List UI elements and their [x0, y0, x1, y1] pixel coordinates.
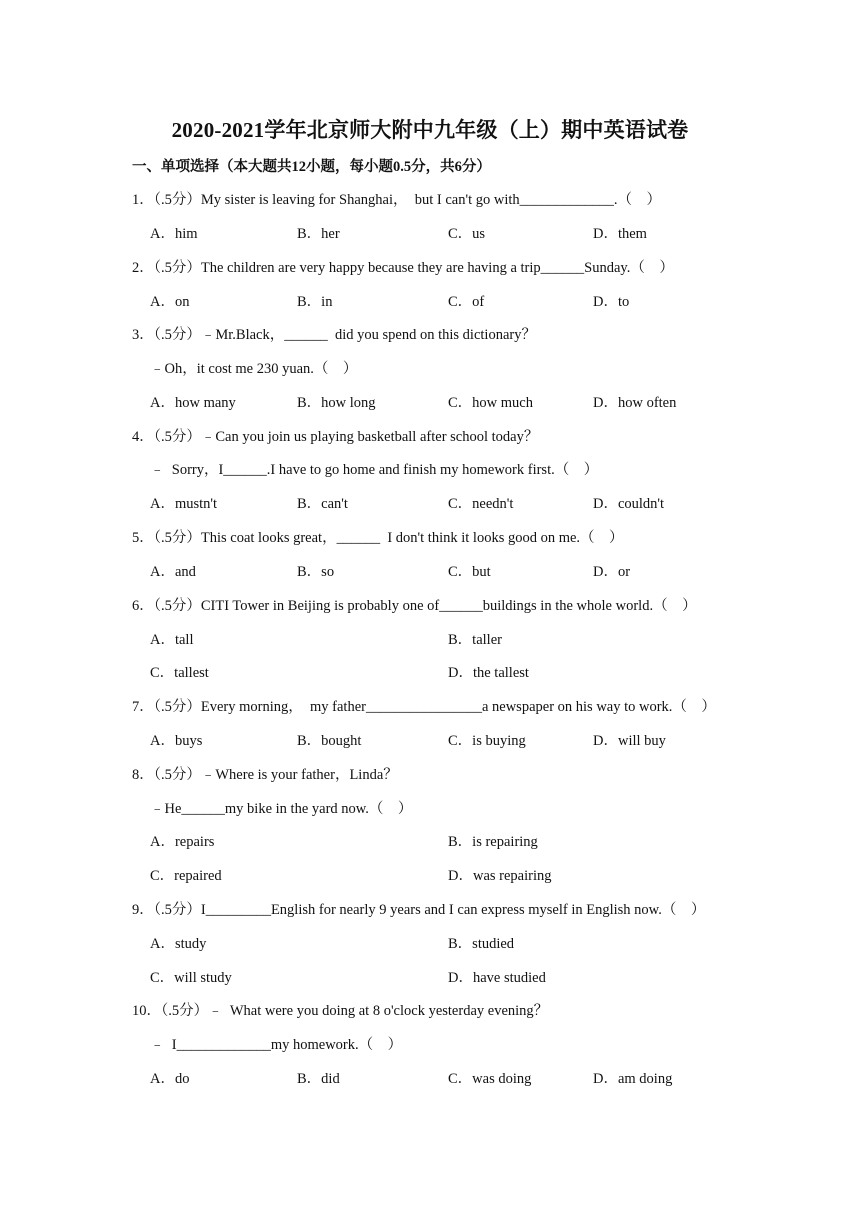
question-3-option-d: D．how often	[593, 395, 677, 411]
page-title: 2020-2021学年北京师大附中九年级（上）期中英语试卷	[171, 118, 689, 142]
question-4-stem: 4．（.5分）﹣Can you join us playing basketball after school today？	[132, 429, 539, 445]
question-10-option-d: D．am doing	[593, 1071, 673, 1087]
question-4-option-d: D．couldn't	[593, 496, 665, 512]
question-8-reply: ﹣He______my bike in the yard now.（ ）	[150, 801, 413, 817]
question-1-option-a: A．him	[150, 226, 198, 242]
section-heading: 一、单项选择（本大题共12小题，每小题0.5分，共6分）	[132, 159, 491, 175]
question-6-option-a: A．tall	[150, 632, 194, 648]
question-6-option-d: D．the tallest	[448, 665, 529, 681]
question-8-option-b: B．is repairing	[448, 834, 538, 850]
question-6-option-c: C．tallest	[150, 665, 209, 681]
question-3-option-c: C．how much	[448, 395, 533, 411]
question-10-option-b: B．did	[297, 1071, 340, 1087]
question-7-stem: 7．（.5分）Every morning， my father________________a newspaper on his way to work.（ ）	[132, 699, 716, 715]
question-2-stem: 2．（.5分）The children are very happy because they are having a trip______Sunday.（ ）	[132, 260, 674, 276]
question-9-stem: 9．（.5分）I_________English for nearly 9 years and I can express myself in English now.（ ）	[132, 902, 706, 918]
question-7-option-c: C．is buying	[448, 733, 526, 749]
question-1-option-d: D．them	[593, 226, 647, 242]
question-2-option-c: C．of	[448, 294, 485, 310]
question-9-option-c: C．will study	[150, 970, 232, 986]
question-2-option-a: A．on	[150, 294, 190, 310]
question-10-option-c: C．was doing	[448, 1071, 532, 1087]
question-8-option-a: A．repairs	[150, 834, 215, 850]
question-9-option-d: D．have studied	[448, 970, 546, 986]
question-9-option-a: A．study	[150, 936, 207, 952]
question-4-option-a: A．mustn't	[150, 496, 218, 512]
question-10-stem: 10．（.5分）﹣ What were you doing at 8 o'clock yesterday evening？	[132, 1003, 549, 1019]
question-1-option-c: C．us	[448, 226, 486, 242]
question-6-stem: 6．（.5分）CITI Tower in Beijing is probably one of______buildings in the whole world.（ ）	[132, 598, 697, 614]
question-4-option-c: C．needn't	[448, 496, 514, 512]
question-3-option-a: A．how many	[150, 395, 236, 411]
question-6-option-b: B．taller	[448, 632, 502, 648]
question-5-stem: 5．（.5分）This coat looks great，______ I don't think it looks good on me.（ ）	[132, 530, 624, 546]
question-3-reply: ﹣Oh，it cost me 230 yuan.（ ）	[150, 361, 358, 377]
question-8-option-c: C．repaired	[150, 868, 222, 884]
question-1-option-b: B．her	[297, 226, 340, 242]
question-5-option-b: B．so	[297, 564, 335, 580]
question-2-option-b: B．in	[297, 294, 333, 310]
question-7-option-b: B．bought	[297, 733, 362, 749]
question-7-option-d: D．will buy	[593, 733, 666, 749]
question-5-option-a: A．and	[150, 564, 196, 580]
question-10-reply: ﹣ I_____________my homework.（ ）	[150, 1037, 403, 1053]
question-8-option-d: D．was repairing	[448, 868, 552, 884]
question-3-option-b: B．how long	[297, 395, 376, 411]
question-2-option-d: D．to	[593, 294, 630, 310]
question-8-stem: 8．（.5分）﹣Where is your father，Linda？	[132, 767, 398, 783]
question-4-option-b: B．can't	[297, 496, 348, 512]
question-5-option-d: D．or	[593, 564, 631, 580]
question-7-option-a: A．buys	[150, 733, 203, 749]
question-10-option-a: A．do	[150, 1071, 190, 1087]
question-3-stem: 3．（.5分）﹣Mr.Black，______ did you spend on this dictionary？	[132, 327, 536, 343]
question-9-option-b: B．studied	[448, 936, 515, 952]
question-1-stem: 1．（.5分）My sister is leaving for Shanghai， but I can't go with_____________.（ ）	[132, 192, 661, 208]
question-5-option-c: C．but	[448, 564, 491, 580]
question-4-reply: ﹣ Sorry，I______.I have to go home and finish my homework first.（ ）	[150, 462, 599, 478]
